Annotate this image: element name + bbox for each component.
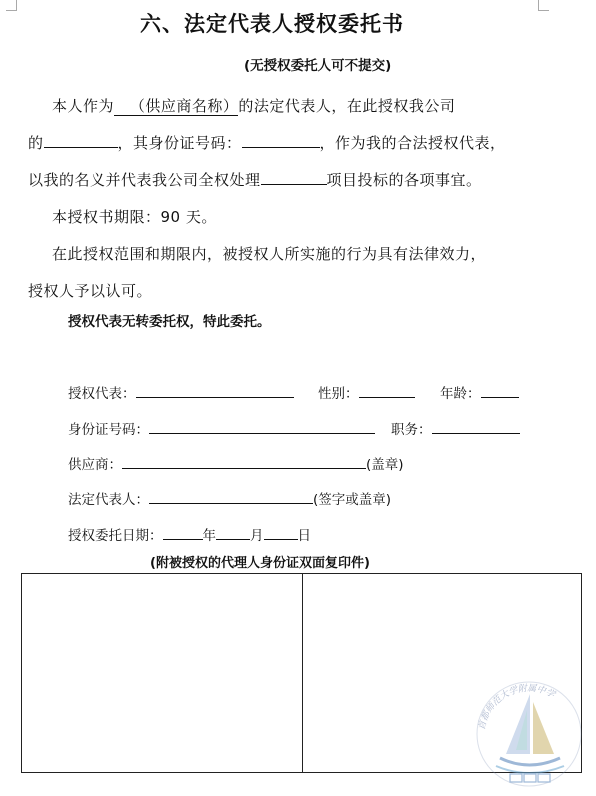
id-front-cell[interactable] (22, 574, 302, 772)
day-input[interactable] (264, 526, 298, 541)
form-row-position (391, 418, 520, 438)
form-row-age (440, 382, 519, 402)
position-input[interactable] (432, 420, 520, 435)
supplier-name-field[interactable] (114, 97, 238, 116)
svg-text:首都师范大学附属中学 (476, 683, 558, 731)
form-row-date (68, 524, 311, 544)
form-row-gender (318, 382, 415, 402)
document-title: 六、法定代表人授权委托书 (140, 12, 404, 36)
document-subtitle: (无授权委托人可不提交) (244, 58, 392, 74)
agent-id-blank[interactable] (242, 132, 320, 148)
supplier-name-placeholder: （供应商名称） (129, 97, 239, 115)
paragraph-1-suffix: 的法定代表人，在此授权我公司 (238, 97, 456, 115)
month-input[interactable] (216, 526, 250, 541)
paragraph-3-prefix: 以我的名义并代表我公司全权处理 (28, 171, 261, 189)
agent-input[interactable] (136, 384, 294, 399)
form-row-legal-rep (68, 488, 391, 508)
age-label: 年龄： (440, 386, 481, 402)
form-row-supplier (68, 453, 404, 473)
scope-line-1: 在此授权范围和期限内，被授权人所实施的行为具有法律效力， (52, 245, 487, 263)
position-label: 职务： (391, 422, 432, 438)
supplier-input[interactable] (122, 455, 366, 470)
month-label: 月 (250, 528, 264, 544)
school-emblem-watermark (470, 676, 588, 790)
agent-label: 授权代表： (68, 386, 136, 402)
paragraph-2-prefix: 的 (28, 134, 44, 152)
gender-label: 性别： (318, 386, 359, 402)
id-label: 身份证号码： (68, 422, 149, 438)
no-subdelegation-line: 授权代表无转委托权，特此委托。 (68, 314, 271, 330)
date-label: 授权委托日期： (68, 528, 163, 544)
emblem-ring-text: 首都师范大学附属中学 (477, 683, 557, 732)
paragraph-line-3 (28, 169, 482, 190)
legal-rep-label: 法定代表人： (68, 492, 149, 508)
seal-note: (盖章) (366, 457, 404, 473)
project-name-blank[interactable] (261, 169, 327, 185)
scope-line-2: 授权人予以认可。 (28, 282, 153, 300)
paragraph-1-prefix: 本人作为 (52, 97, 115, 115)
attachment-caption: (附被授权的代理人身份证双面复印件) (150, 556, 370, 571)
year-label: 年 (202, 528, 216, 544)
sailboat-emblem-icon (470, 676, 588, 790)
gender-input[interactable] (359, 384, 415, 399)
paragraph-3-suffix: 项目投标的各项事宜。 (326, 171, 482, 189)
form-row-id (68, 418, 375, 438)
form-row-agent (68, 382, 294, 402)
age-input[interactable] (481, 384, 519, 399)
agent-name-blank[interactable] (44, 132, 118, 148)
legal-rep-input[interactable] (149, 490, 313, 505)
id-input[interactable] (149, 420, 375, 435)
term-line: 本授权书期限：90 天。 (52, 208, 217, 226)
day-label: 日 (297, 528, 311, 544)
paragraph-2-suffix: ，作为我的合法授权代表， (319, 134, 506, 152)
paragraph-2-middle: ，其身份证号码： (117, 134, 242, 152)
paragraph-line-1 (52, 95, 455, 116)
paragraph-line-2 (28, 132, 506, 153)
sign-note: (签字或盖章) (313, 492, 392, 508)
supplier-label: 供应商： (68, 457, 122, 473)
year-input[interactable] (163, 526, 203, 541)
